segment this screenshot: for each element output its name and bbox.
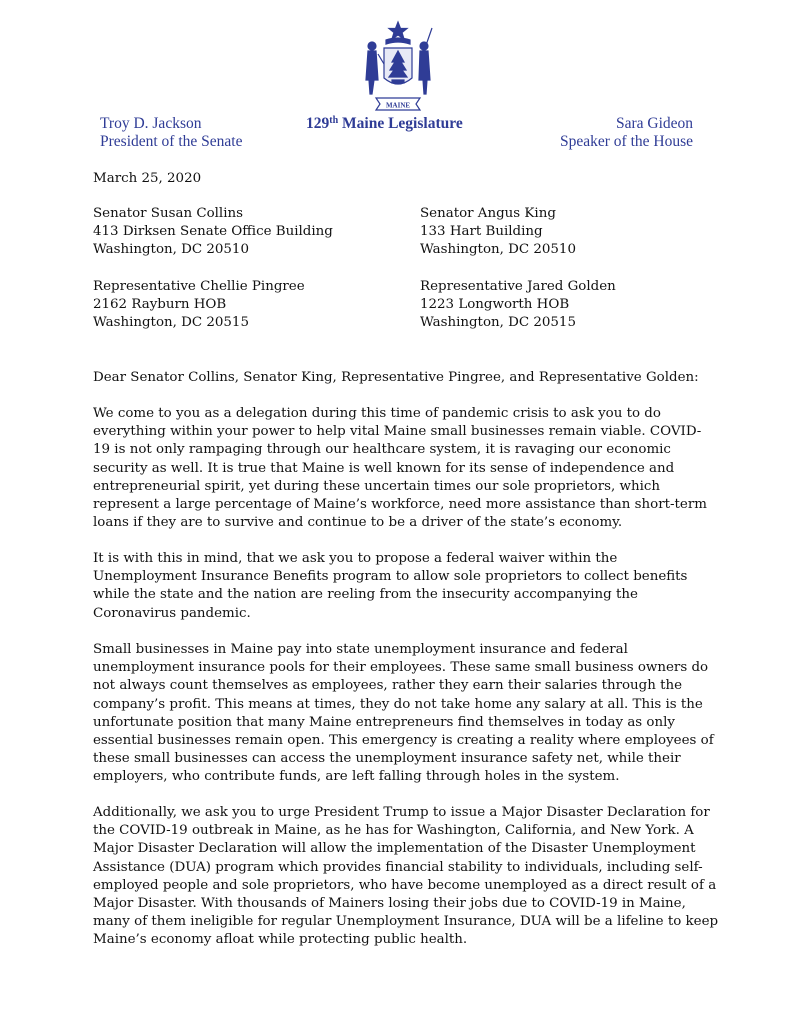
address-block xyxy=(93,278,305,333)
house-speaker-title: Speaker of the House xyxy=(560,133,693,150)
recipient-office: 1223 Longworth HOB xyxy=(420,297,570,313)
legislature-ordinal: th xyxy=(329,115,339,126)
salutation: Dear Senator Collins, Senator King, Representative Pingree, and Representative Golden: xyxy=(93,370,699,385)
legislature-name: Maine Legislature xyxy=(338,115,463,132)
paragraph-line: unfortunate position that many Maine entrepreneurs find themselves in today as only xyxy=(93,714,675,730)
maine-state-seal-icon xyxy=(358,20,438,112)
paragraph-line: Coronavirus pandemic. xyxy=(93,605,251,621)
legislature-number: 129 xyxy=(306,115,330,132)
paragraph xyxy=(93,641,714,787)
address-block xyxy=(420,278,616,333)
paragraph-line: loans if they are to survive and continue to be a driver of the state’s economy. xyxy=(93,515,623,531)
senate-president-name: Troy D. Jackson xyxy=(100,115,202,132)
paragraph xyxy=(93,405,705,532)
house-speaker-name: Sara Gideon xyxy=(615,115,693,132)
paragraph-line: unemployment insurance pools for their employees. These same small business owners do xyxy=(93,660,709,676)
recipient-office: 2162 Rayburn HOB xyxy=(93,297,227,313)
paragraph-line: Additionally, we ask you to urge President Trump to issue a Major Disaster Declaration for xyxy=(93,805,710,820)
recipient-office: 413 Dirksen Senate Office Building xyxy=(93,224,333,240)
legislature-title xyxy=(306,115,463,133)
paragraph-line: It is with this in mind, that we ask you to propose a federal waiver within the xyxy=(93,551,618,566)
paragraph-line: Major Disaster. With thousands of Mainers losing their jobs due to COVID-19 in Maine, xyxy=(93,896,686,912)
paragraph-line: We come to you as a delegation during this time of pandemic crisis to ask you to do xyxy=(93,406,661,421)
paragraph-line: employers, who contribute funds, are left falling through holes in the system. xyxy=(93,769,620,785)
paragraph-line: Major Disaster Declaration will allow the implementation of the Disaster Unemployment xyxy=(93,841,696,857)
paragraph-line: represent a large percentage of Maine’s workforce, need more assistance than short-term xyxy=(93,497,707,513)
paragraph-line: Small businesses in Maine pay into state unemployment insurance and federal xyxy=(93,642,628,657)
paragraph-line: Unemployment Insurance Benefits program to allow sole proprietors to collect benefits xyxy=(93,569,688,585)
paragraph-line: while the state and the nation are reeling from the insecurity accompanying the xyxy=(93,587,638,603)
paragraph-line: security as well. It is true that Maine is well known for its sense of independence and xyxy=(93,460,675,476)
paragraph-line: employed people and sole proprietors, who have become unemployed as a direct result of a xyxy=(93,877,717,893)
recipient-city: Washington, DC 20510 xyxy=(420,242,576,258)
paragraph-line: Assistance (DUA) program which provides financial stability to individuals, including self- xyxy=(93,859,703,875)
paragraph-line: essential businesses remain open. This emergency is creating a reality where employees of xyxy=(93,733,714,749)
recipient-name: Representative Jared Golden xyxy=(420,279,616,294)
paragraph-line: the COVID-19 outbreak in Maine, as he has for Washington, California, and New York. A xyxy=(93,823,694,839)
paragraph xyxy=(93,804,719,950)
recipient-city: Washington, DC 20515 xyxy=(420,315,576,331)
recipient-name: Senator Angus King xyxy=(420,206,556,221)
paragraph-line: everything within your power to help vital Maine small businesses remain viable. COVID- xyxy=(93,424,702,440)
paragraph-line: these small businesses can access the unemployment insurance safety net, while their xyxy=(93,751,681,767)
recipient-office: 133 Hart Building xyxy=(420,224,543,240)
senate-president-title: President of the Senate xyxy=(100,133,243,150)
recipient-city: Washington, DC 20515 xyxy=(93,315,249,331)
recipient-name: Representative Chellie Pingree xyxy=(93,279,305,294)
address-block xyxy=(420,205,576,260)
paragraph-line: not always count themselves as employees, rather they earn their salaries through the xyxy=(93,678,683,694)
paragraph-line: entrepreneurial spirit, yet during these uncertain times our sole proprietors, which xyxy=(93,478,660,494)
paragraph-line: company’s profit. This means at times, they do not take home any salary at all. This is the xyxy=(93,696,703,712)
paragraph xyxy=(93,550,705,623)
seal-banner-text: MAINE xyxy=(385,101,411,110)
paragraph-line: 19 is not only rampaging through our healthcare system, it is ravaging our economic xyxy=(93,442,671,458)
recipient-name: Senator Susan Collins xyxy=(93,206,243,221)
paragraph-line: many of them ineligible for regular Unemployment Insurance, DUA will be a lifeline to keep xyxy=(93,914,719,930)
address-block xyxy=(93,205,333,260)
letter-date: March 25, 2020 xyxy=(93,171,202,186)
recipient-city: Washington, DC 20510 xyxy=(93,242,249,258)
paragraph-line: Maine’s economy afloat while protecting public health. xyxy=(93,932,468,948)
